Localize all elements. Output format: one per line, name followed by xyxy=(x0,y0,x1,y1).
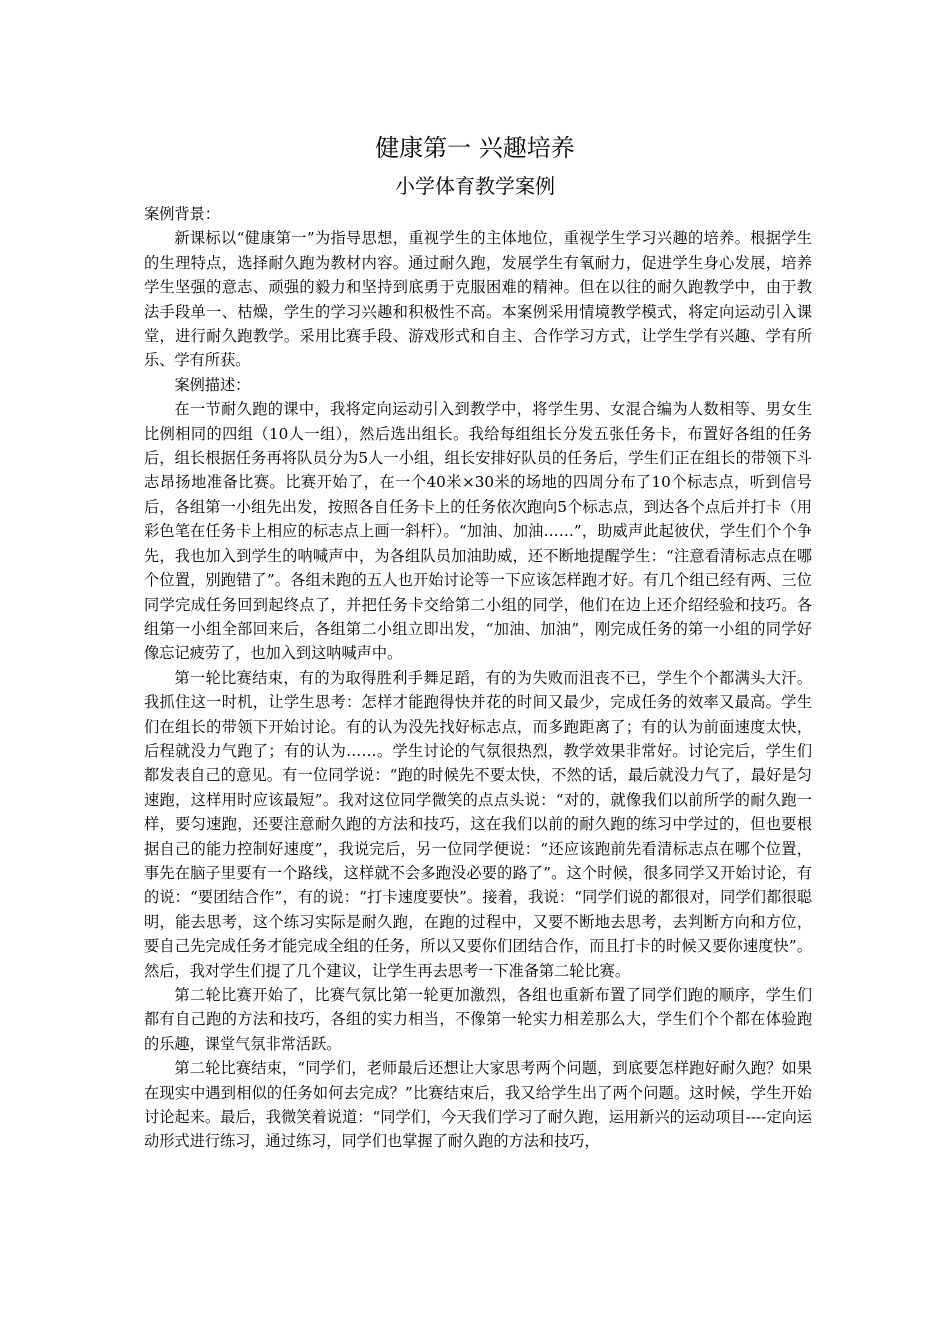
section-heading-background: 案例背景： xyxy=(144,205,220,223)
paragraph-description-3: 第二轮比赛开始了，比赛气氛比第一轮更加激烈，各组也重新布置了同学们跑的顺序，学生们都有自己跑的方法和技巧，各组的实力相当，不像第一轮实力相差那么大，学生们个个都在体验跑的乐趣，课堂气氛非常活跃。 xyxy=(144,986,812,1053)
paragraph-background: 新课标以“健康第一”为指导思想，重视学生的主体地位，重视学生学习兴趣的培养。根据学生的生理特点，选择耐久跑为教材内容。通过耐久跑，发展学生有氧耐力，促进学生身心发展，培养学生坚强的意志、顽强的毅力和坚持到底勇于克服困难的精神。但在以往的耐久跑教学中，由于教法手段单一、枯燥，学生的学习兴趣和积极性不高。本案例采用情境教学模式，将定向运动引入课堂，进行耐久跑教学。采用比赛手段、游戏形式和自主、合作学习方式，让学生学有兴趣、学有所乐、学有所获。 xyxy=(144,229,812,370)
paragraph-description-4: 第二轮比赛结束，“同学们，老师最后还想让大家思考两个问题，到底要怎样跑好耐久跑？如果在现实中遇到相似的任务如何去完成？”比赛结束后，我又给学生出了两个问题。这时候，学生开始讨论起来。最后，我微笑着说道：“同学们，今天我们学习了耐久跑，运用新兴的运动项目----定向运动形式进行练习，通过练习，同学们也掌握了耐久跑的方法和技巧， xyxy=(144,1059,812,1151)
paragraph-description-2: 第一轮比赛结束，有的为取得胜利手舞足蹈，有的为失败而沮丧不已，学生个个都满头大汗。我抓住这一时机，让学生思考：怎样才能跑得快并花的时间又最少，完成任务的效率又最高。学生们在组长的带领下开始讨论。有的认为没先找好标志点，而多跑距离了；有的认为前面速度太快，后程就没力气跑了；有的认为……。学生讨论的气氛很热烈，教学效果非常好。讨论完后，学生们都发表自己的意见。有一位同学说：“跑的时候先不要太快，不然的话，最后就没力气了，最好是匀速跑，这样用时应该最短”。我对这位同学微笑的点点头说：“对的，就像我们以前所学的耐久跑一样，要匀速跑，还要注意耐久跑的方法和技巧，这在我们以前的耐久跑的练习中学过的，但也要根据自己的能力控制好速度”，我说完后，另一位同学便说：“还应该跑前先看清标志点在哪个位置，事先在脑子里要有一个路线，这样就不会多跑没必要的路了”。这个时候，很多同学又开始讨论，有的说：“要团结合作”，有的说：“打卡速度要快”。接着，我说：“同学们说的都很对，同学们都很聪明，能去思考，这个练习实际是耐久跑，在跑的过程中，又要不断地去思考，去判断方向和方位，要自己先完成任务才能完成全组的任务，所以又要你们团结合作，而且打卡的时候又要你速度快”。然后，我对学生们提了几个建议，让学生再去思考一下准备第二轮比赛。 xyxy=(144,668,812,980)
document-title: 健康第一 兴趣培养 xyxy=(375,134,575,162)
document-subtitle: 小学体育教学案例 xyxy=(395,174,555,198)
paragraph-description-1: 在一节耐久跑的课中，我将定向运动引入到教学中，将学生男、女混合编为人数相等、男女生比例相同的四组（10人一组），然后选出组长。我给每组组长分发五张任务卡，布置好各组的任务后，组长根据任务再将队员分为5人一小组，组长安排好队员的任务后，学生们正在组长的带领下斗志昂扬地准备比赛。比赛开始了，在一个40米×30米的场地的四周分布了10个标志点，听到信号后，各组第一小组先出发，按照各自任务卡上的任务依次跑向5个标志点，到达各个点后并打卡（用彩色笔在任务卡上相应的标志点上画一斜杆）。“加油、加油……”，助威声此起彼伏，学生们个个争先，我也加入到学生的呐喊声中，为各组队员加油助威，还不断地提醒学生：“注意看清标志点在哪个位置，别跑错了”。各组未跑的五人也开始讨论等一下应该怎样跑才好。有几个组已经有两、三位同学完成任务回到起终点了，并把任务卡交给第二小组的同学，他们在边上还介绍经验和技巧。各组第一小组全部回来后，各组第二小组立即出发，“加油、加油”，刚完成任务的第一小组的同学好像忘记疲劳了，也加入到这呐喊声中。 xyxy=(144,400,812,663)
section-heading-description: 案例描述： xyxy=(174,375,251,394)
document-body xyxy=(144,202,812,1154)
